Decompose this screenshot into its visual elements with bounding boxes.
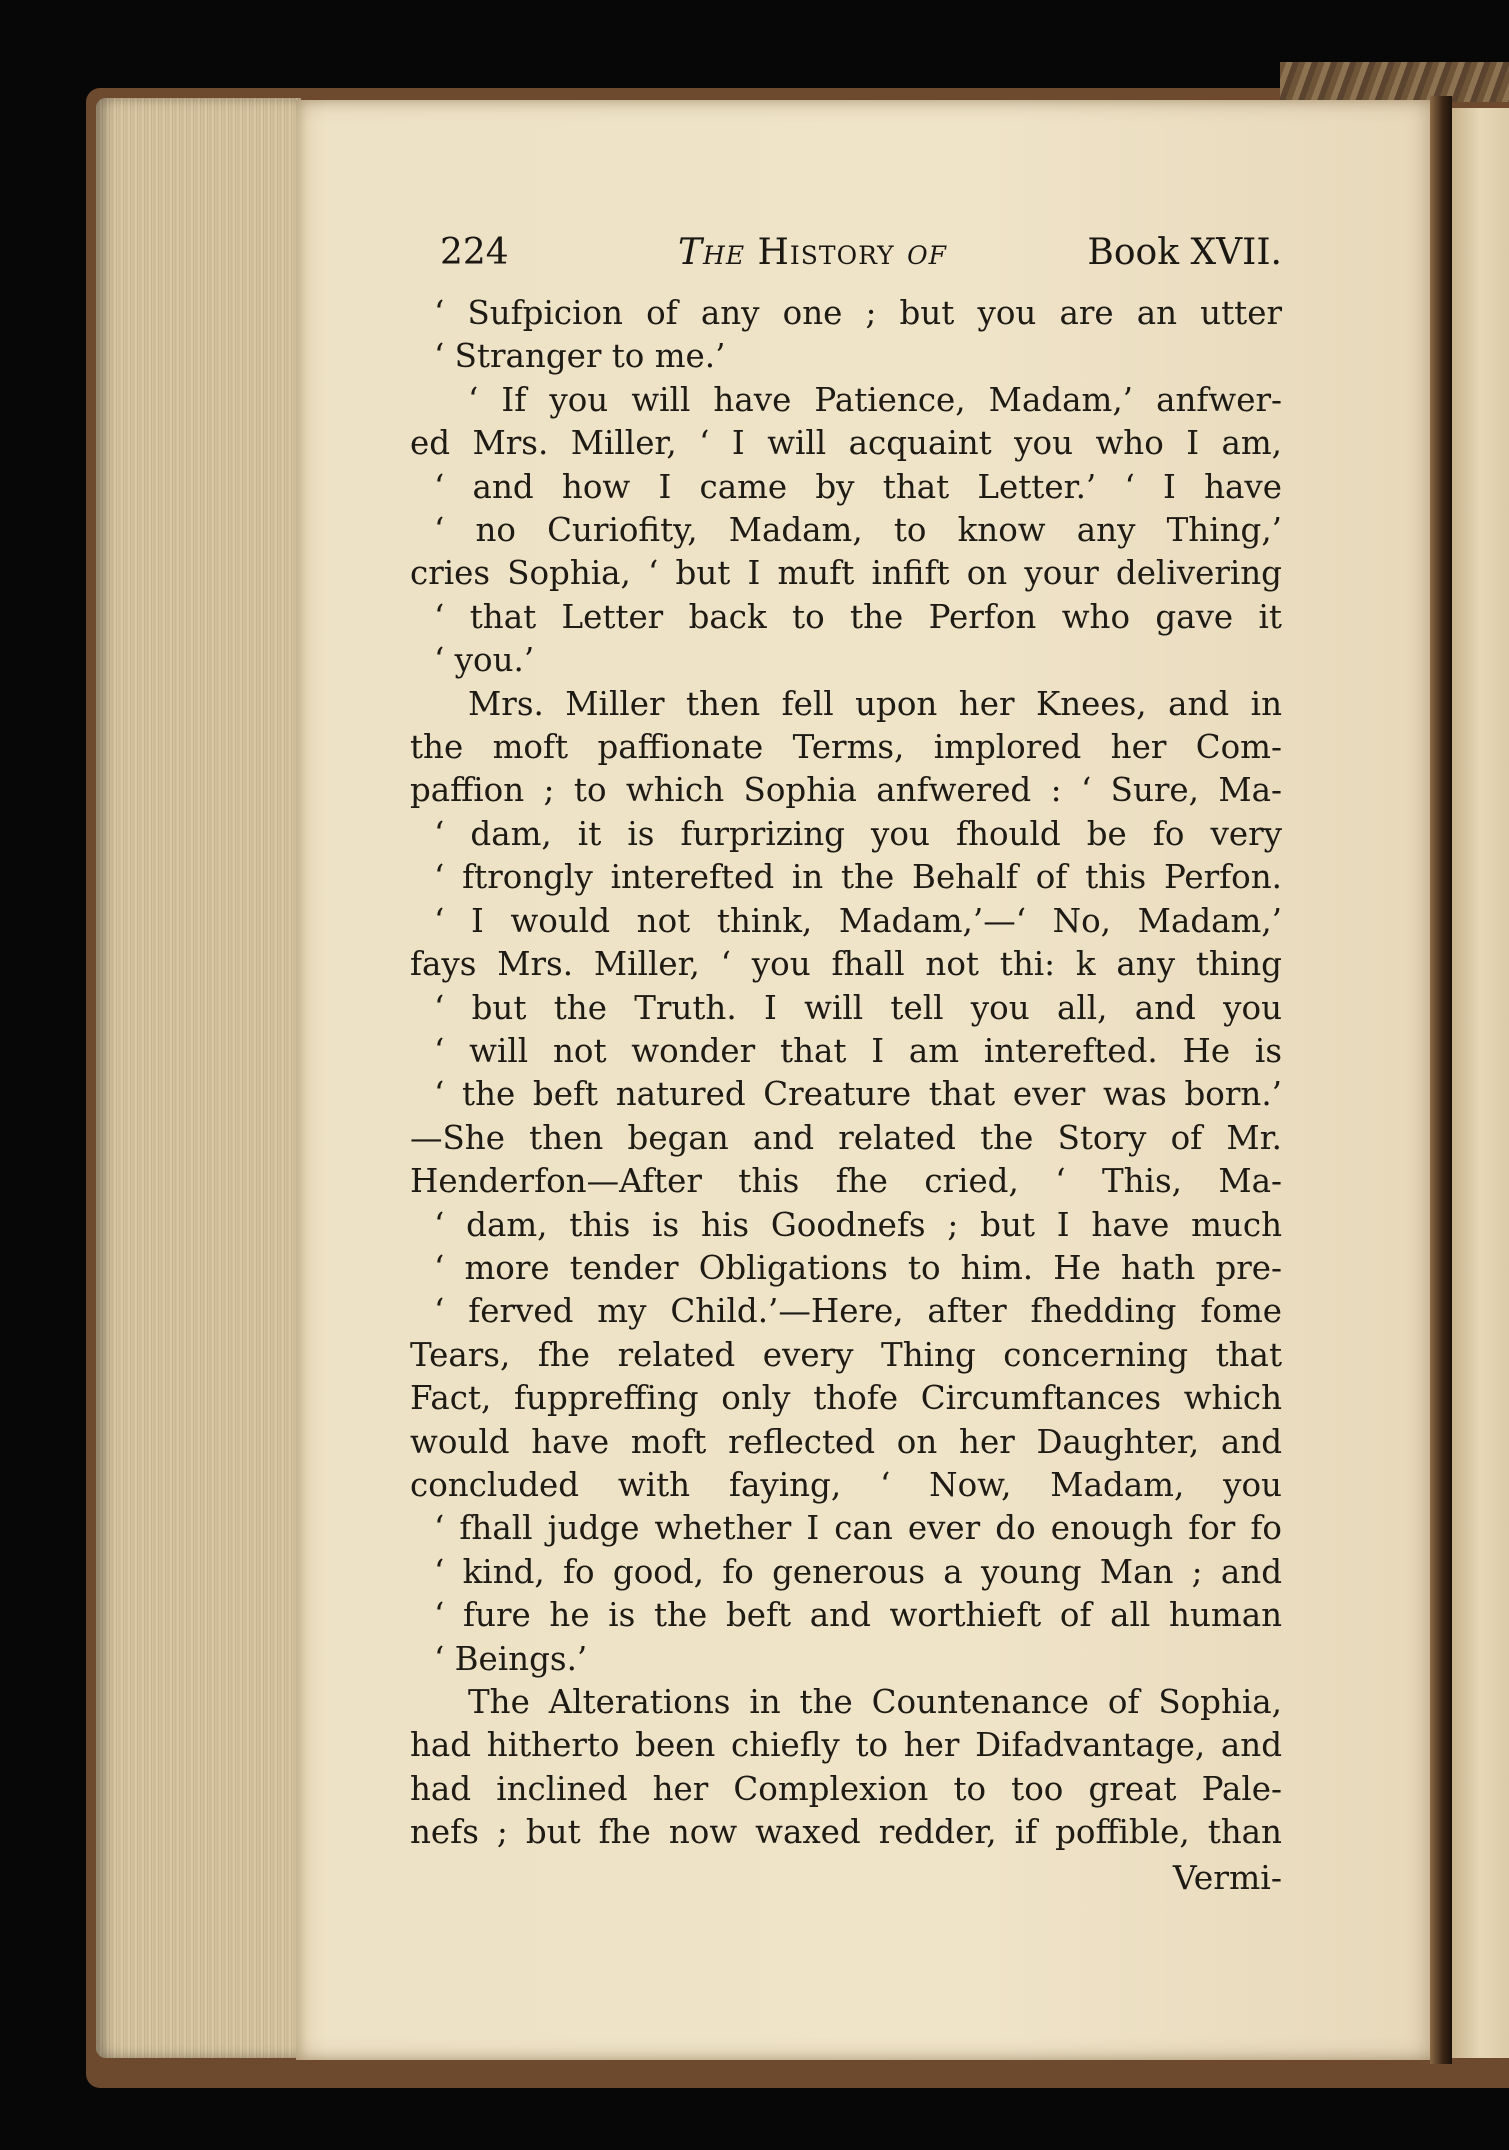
text-line: ‘ dam, it is furprizing you fhould be fo very xyxy=(434,814,1282,853)
text-line: ‘ ferved my Child.’—Here, after fhedding fome xyxy=(434,1292,1282,1331)
text-line: cries Sophia, ‘ but I muft infift on your delivering xyxy=(410,554,1282,593)
page-number: 224 xyxy=(440,232,509,273)
text-line: Fact, fuppreffing only thofe Circumftances which xyxy=(410,1379,1282,1418)
text-line: Mrs. Miller then fell upon her Knees, and in xyxy=(468,684,1282,723)
text-line: ‘ Stranger to me.’ xyxy=(434,337,726,376)
book-gutter xyxy=(1430,96,1452,2064)
text-line: concluded with faying, ‘ Now, Madam, you xyxy=(410,1465,1282,1504)
page-edges xyxy=(96,98,301,2058)
text-line: Henderfon—After this fhe cried, ‘ This, Ma- xyxy=(410,1162,1282,1201)
text-line: Tears, fhe related every Thing concerning that xyxy=(410,1335,1282,1374)
book-number: Book XVII. xyxy=(1087,232,1282,273)
text-line: ‘ kind, fo good, fo generous a young Man ; and xyxy=(434,1552,1282,1591)
text-line: ‘ fhall judge whether I can ever do enough for fo xyxy=(434,1509,1282,1548)
text-line: nefs ; but fhe now waxed redder, if poffible, than xyxy=(410,1813,1282,1852)
text-line: paffion ; to which Sophia anfwered : ‘ Sure, Ma- xyxy=(410,771,1282,810)
running-title-prefix: The xyxy=(678,232,746,273)
text-line: ‘ Sufpicion of any one ; but you are an utter xyxy=(434,294,1282,332)
text-line: ‘ but the Truth. I will tell you all, and you xyxy=(434,988,1282,1027)
running-title-of: of xyxy=(907,232,947,273)
text-line: The Alterations in the Countenance of Sophia, xyxy=(468,1683,1282,1721)
text-line: ‘ no Curiofity, Madam, to know any Thing,’ xyxy=(434,511,1282,550)
text-line: had hitherto been chiefly to her Difadvantage, and xyxy=(410,1726,1282,1765)
text-line: would have moft reflected on her Daughter, and xyxy=(410,1422,1282,1461)
catchword: Vermi- xyxy=(1172,1858,1282,1897)
text-line: ‘ fure he is the beft and worthieft of all human xyxy=(434,1596,1282,1635)
text-line: ‘ will not wonder that I am interefted. He is xyxy=(434,1031,1282,1070)
running-title xyxy=(678,232,947,273)
text-line: ‘ you.’ xyxy=(434,641,535,680)
text-line: ed Mrs. Miller, ‘ I will acquaint you who I am, xyxy=(410,424,1282,463)
text-line: ‘ that Letter back to the Perfon who gave it xyxy=(434,597,1282,636)
text-line: ‘ If you will have Patience, Madam,’ anfwer- xyxy=(468,380,1282,419)
text-line: ‘ the beft natured Creature that ever was born.’ xyxy=(434,1075,1282,1114)
text-line: ‘ dam, this is his Goodnefs ; but I have much xyxy=(434,1205,1282,1244)
book-spine xyxy=(1280,62,1509,102)
running-head xyxy=(440,232,1282,282)
text-line: —She then began and related the Story of Mr. xyxy=(410,1118,1282,1157)
running-title-main: History xyxy=(757,232,895,273)
text-line: had inclined her Complexion to too great Pale- xyxy=(410,1769,1282,1808)
right-page-edge xyxy=(1452,108,1509,2058)
text-line: fays Mrs. Miller, ‘ you fhall not thi: k any thing xyxy=(410,945,1282,984)
text-line: ‘ more tender Obligations to him. He hath pre- xyxy=(434,1248,1282,1287)
text-line: ‘ Beings.’ xyxy=(434,1639,588,1678)
text-line: ‘ I would not think, Madam,’—‘ No, Madam,’ xyxy=(434,901,1282,940)
text-line: ‘ and how I came by that Letter.’ ‘ I have xyxy=(434,467,1282,506)
text-line: the moft paffionate Terms, implored her Com- xyxy=(410,728,1282,767)
page-body-text xyxy=(410,292,1282,1855)
text-line: ‘ ftrongly interefted in the Behalf of this Perfon. xyxy=(434,858,1282,897)
